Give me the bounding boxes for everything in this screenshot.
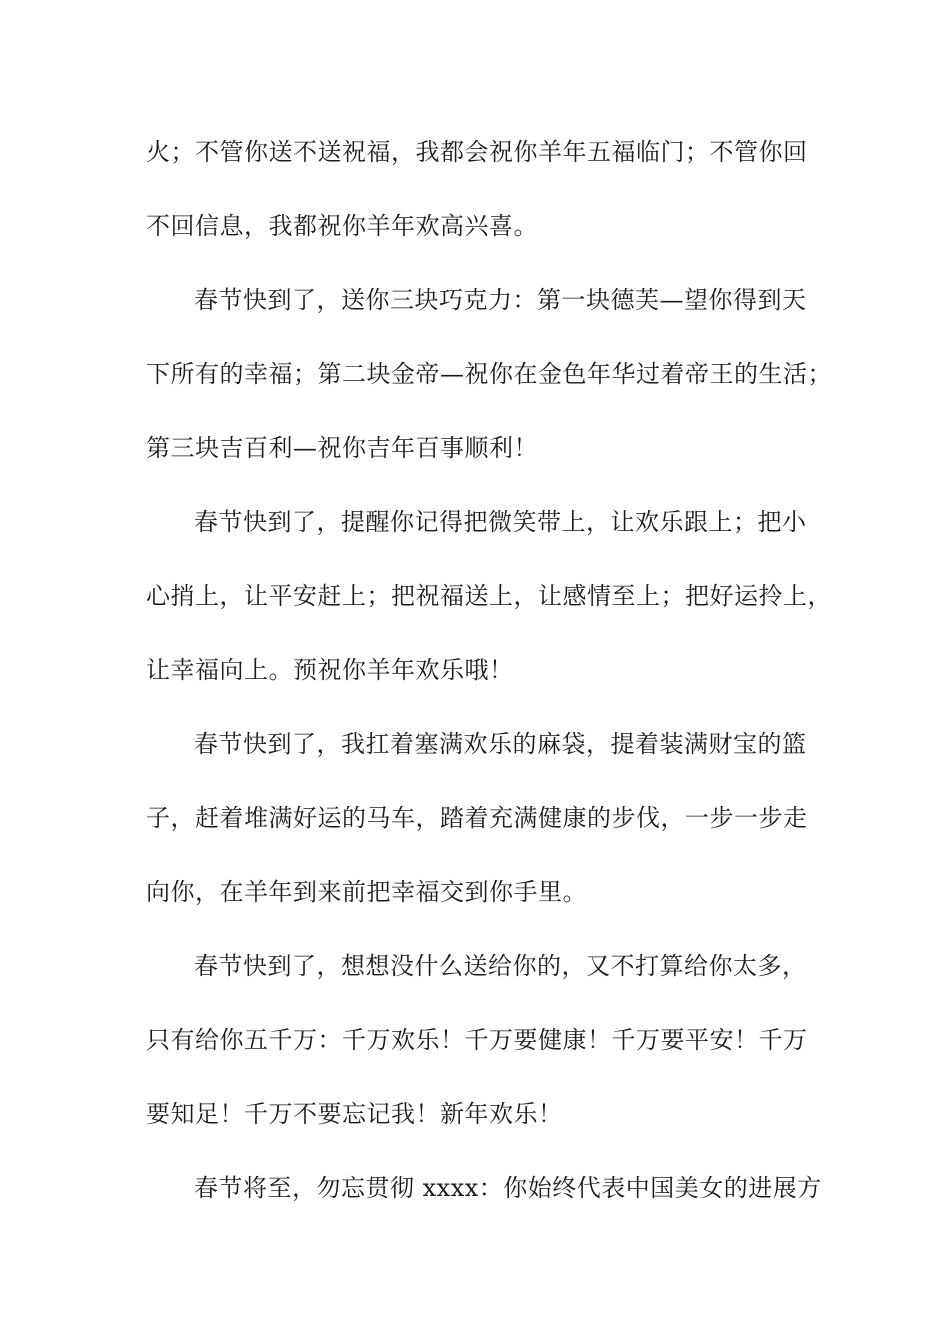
text-line: 要知足！千万不要忘记我！新年欢乐！ <box>146 1100 563 1128</box>
text-line: 心捎上，让平安赶上；把祝福送上，让感情至上；把好运拎上， <box>146 582 832 610</box>
text-line: 第三块吉百利—祝你吉年百事顺利！ <box>146 434 538 462</box>
text-line: 只有给你五千万：千万欢乐！千万要健康！千万要平安！千万 <box>146 1026 808 1054</box>
text-line: 向你，在羊年到来前把幸福交到你手里。 <box>146 878 587 906</box>
text-line: 春节将至，勿忘贯彻 xxxx：你始终代表中国美女的进展方 <box>194 1174 822 1202</box>
text-line: 春节快到了，我扛着塞满欢乐的麻袋，提着装满财宝的篮 <box>194 730 807 758</box>
text-line: 春节快到了，送你三块巧克力：第一块德芙—望你得到天 <box>194 286 807 314</box>
document-body <box>146 127 832 1237</box>
text-line: 下所有的幸福；第二块金帝—祝你在金色年华过着帝王的生活； <box>146 360 832 388</box>
text-line: 火；不管你送不送祝福，我都会祝你羊年五福临门；不管你回 <box>146 138 808 166</box>
text-line: 不回信息，我都祝你羊年欢高兴喜。 <box>146 212 538 240</box>
text-line: 春节快到了，想想没什么送给你的，又不打算给你太多， <box>194 952 807 980</box>
text-line: 让幸福向上。预祝你羊年欢乐哦！ <box>146 656 514 684</box>
text-line: 子，赶着堆满好运的马车，踏着充满健康的步伐，一步一步走 <box>146 804 808 832</box>
text-line: 春节快到了，提醒你记得把微笑带上，让欢乐跟上；把小 <box>194 508 807 536</box>
